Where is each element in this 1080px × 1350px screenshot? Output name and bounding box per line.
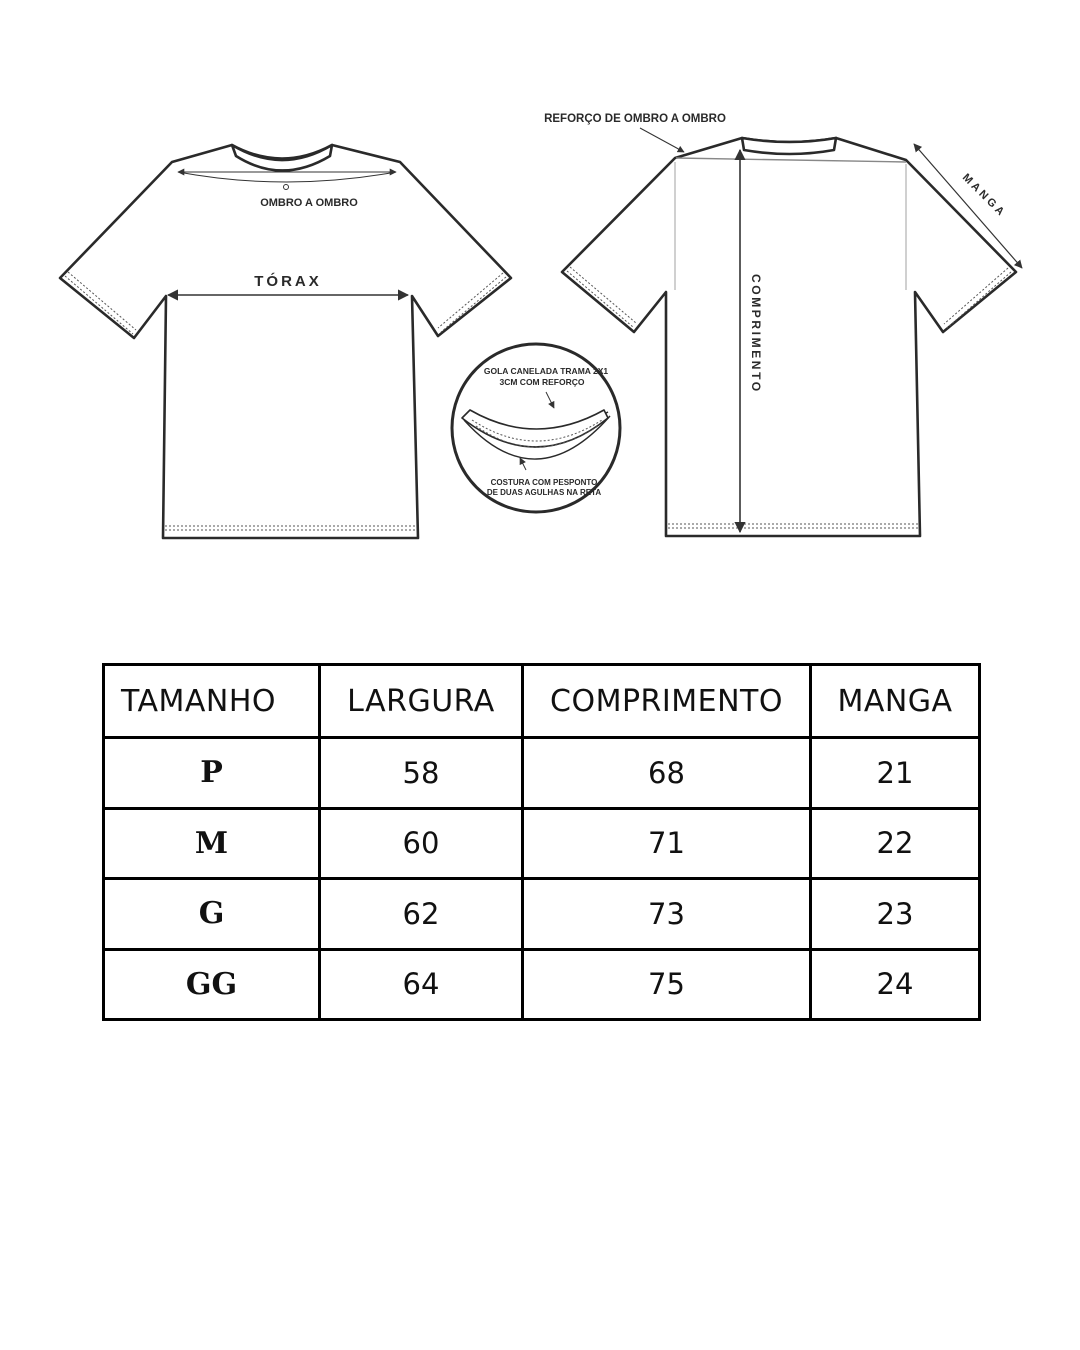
reinforcement-label: REFORÇO DE OMBRO A OMBRO xyxy=(544,113,726,125)
header-manga: MANGA xyxy=(811,665,980,738)
collar-detail xyxy=(452,344,620,512)
collar-label-line1: GOLA CANELADA TRAMA 2X1 xyxy=(483,366,609,376)
largura-cell: 58 xyxy=(320,738,523,809)
back-tshirt-drawing xyxy=(544,113,1022,536)
size-cell: P xyxy=(104,738,320,809)
size-cell: M xyxy=(104,808,320,879)
table-header-row xyxy=(104,665,980,738)
header-largura: LARGURA xyxy=(320,665,523,738)
header-comprimento: COMPRIMENTO xyxy=(523,665,811,738)
chest-label: TÓRAX xyxy=(254,273,322,290)
table-row xyxy=(104,738,980,809)
comprimento-cell: 75 xyxy=(523,949,811,1020)
comprimento-cell: 73 xyxy=(523,879,811,950)
largura-cell: 62 xyxy=(320,879,523,950)
size-cell: G xyxy=(104,879,320,950)
table-row xyxy=(104,949,980,1020)
sleeve-label: MANGA xyxy=(959,171,1009,221)
front-tshirt-drawing xyxy=(60,145,511,538)
length-label: COMPRIMENTO xyxy=(749,274,763,394)
manga-cell: 21 xyxy=(811,738,980,809)
table-row xyxy=(104,808,980,879)
tshirt-measurement-diagram xyxy=(0,0,1080,620)
largura-cell: 64 xyxy=(320,949,523,1020)
comprimento-cell: 71 xyxy=(523,808,811,879)
seam-label-line1: COSTURA COM PESPONTO xyxy=(490,478,598,487)
largura-cell: 60 xyxy=(320,808,523,879)
shoulder-label: OMBRO A OMBRO xyxy=(260,197,358,209)
manga-cell: 24 xyxy=(811,949,980,1020)
header-tamanho: TAMANHO xyxy=(104,665,320,738)
comprimento-cell: 68 xyxy=(523,738,811,809)
manga-cell: 23 xyxy=(811,879,980,950)
table-row xyxy=(104,879,980,950)
seam-label-line2: DE DUAS AGULHAS NA RETA xyxy=(486,488,602,497)
size-cell: GG xyxy=(104,949,320,1020)
collar-label-line2: 3CM COM REFORÇO xyxy=(499,377,585,387)
size-chart-table xyxy=(102,663,981,1021)
manga-cell: 22 xyxy=(811,808,980,879)
